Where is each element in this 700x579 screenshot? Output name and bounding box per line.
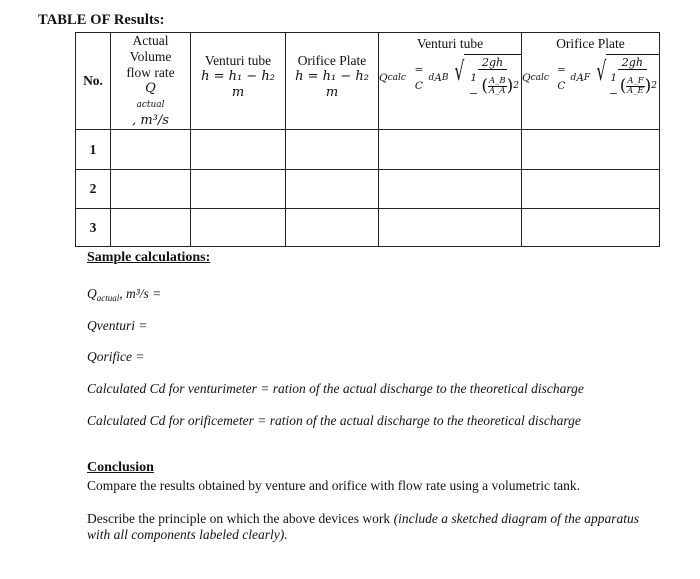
cd-orifice-line: Calculated Cd for orificemeter = ration of the actual discharge to the theoretical discharge (87, 413, 581, 428)
table-row (76, 130, 660, 170)
header-orifice-h-formula: h = h₁ − h₂ (295, 69, 369, 84)
header-actual-line3: flow rate (126, 65, 175, 80)
cell-empty (522, 170, 660, 209)
conclusion-line-1: Compare the results obtained by venture and orifice with flow rate using a volumetric tank. (87, 478, 580, 493)
header-venturi-h-label: Venturi tube (204, 53, 272, 68)
q-orifice-line: Qorifice = (87, 349, 145, 364)
header-orifice-h (286, 33, 379, 130)
header-venturi-h-unit: m (231, 85, 245, 100)
header-orifice-h-unit: m (325, 85, 339, 100)
cell-empty (379, 209, 522, 247)
cell-empty (191, 209, 286, 247)
cell-empty (191, 130, 286, 170)
cell-empty (286, 209, 379, 247)
header-actual-symbol: Q actual , m³/s (132, 81, 169, 128)
sample-calculations-heading: Sample calculations: (87, 250, 211, 265)
header-venturi-h (191, 33, 286, 130)
cell-empty (286, 130, 379, 170)
cell-empty (111, 170, 191, 209)
row-number: 3 (76, 209, 111, 247)
cell-empty (191, 170, 286, 209)
orifice-q-formula: Q calc = C d A F √ 2gh 1 − ( A_F A_E ) 2 (522, 56, 657, 100)
row-number: 1 (76, 130, 111, 170)
table-row (76, 209, 660, 247)
q-venturi-line: Qventuri = (87, 318, 148, 333)
conclusion-line-2: Describe the principle on which the above devices work (include a sketched diagram of the apparatus with all components labeled clearly). (87, 511, 639, 542)
cell-empty (522, 130, 660, 170)
cell-empty (111, 130, 191, 170)
header-actual-line1: Actual (132, 33, 169, 48)
sqrt-symbol: √ 2gh 1 − ( A_F A_E ) 2 (596, 56, 657, 100)
header-venturi-q-label: Venturi tube (416, 36, 484, 51)
header-orifice-h-label: Orifice Plate (297, 53, 367, 68)
cell-empty (286, 170, 379, 209)
table-row (76, 170, 660, 209)
cell-empty (111, 209, 191, 247)
venturi-q-formula: Q calc = C d A B √ 2gh 1 − ( A_B A_A ) 2 (379, 56, 519, 100)
header-orifice-q-label: Orifice Plate (556, 36, 625, 51)
header-venturi-q (379, 33, 522, 130)
header-actual-flow (111, 33, 191, 130)
cell-empty (522, 209, 660, 247)
header-row (76, 33, 660, 130)
q-actual-line: $Q_{actual}$, m³/s = (87, 286, 162, 303)
row-number: 2 (76, 170, 111, 209)
header-no: No. (76, 33, 111, 130)
header-orifice-q (522, 33, 660, 130)
cell-empty (379, 170, 522, 209)
cell-empty (379, 130, 522, 170)
sqrt-symbol: √ 2gh 1 − ( A_B A_A ) 2 (454, 56, 519, 100)
conclusion-heading: Conclusion (87, 460, 154, 475)
header-actual-line2: Volume (129, 49, 172, 64)
header-venturi-h-formula: h = h₁ − h₂ (201, 69, 275, 84)
cd-venturi-line: Calculated Cd for venturimeter = ration of the actual discharge to the theoretical discharge (87, 381, 584, 396)
results-table (75, 32, 660, 247)
page-title: TABLE OF Results: (38, 12, 165, 28)
